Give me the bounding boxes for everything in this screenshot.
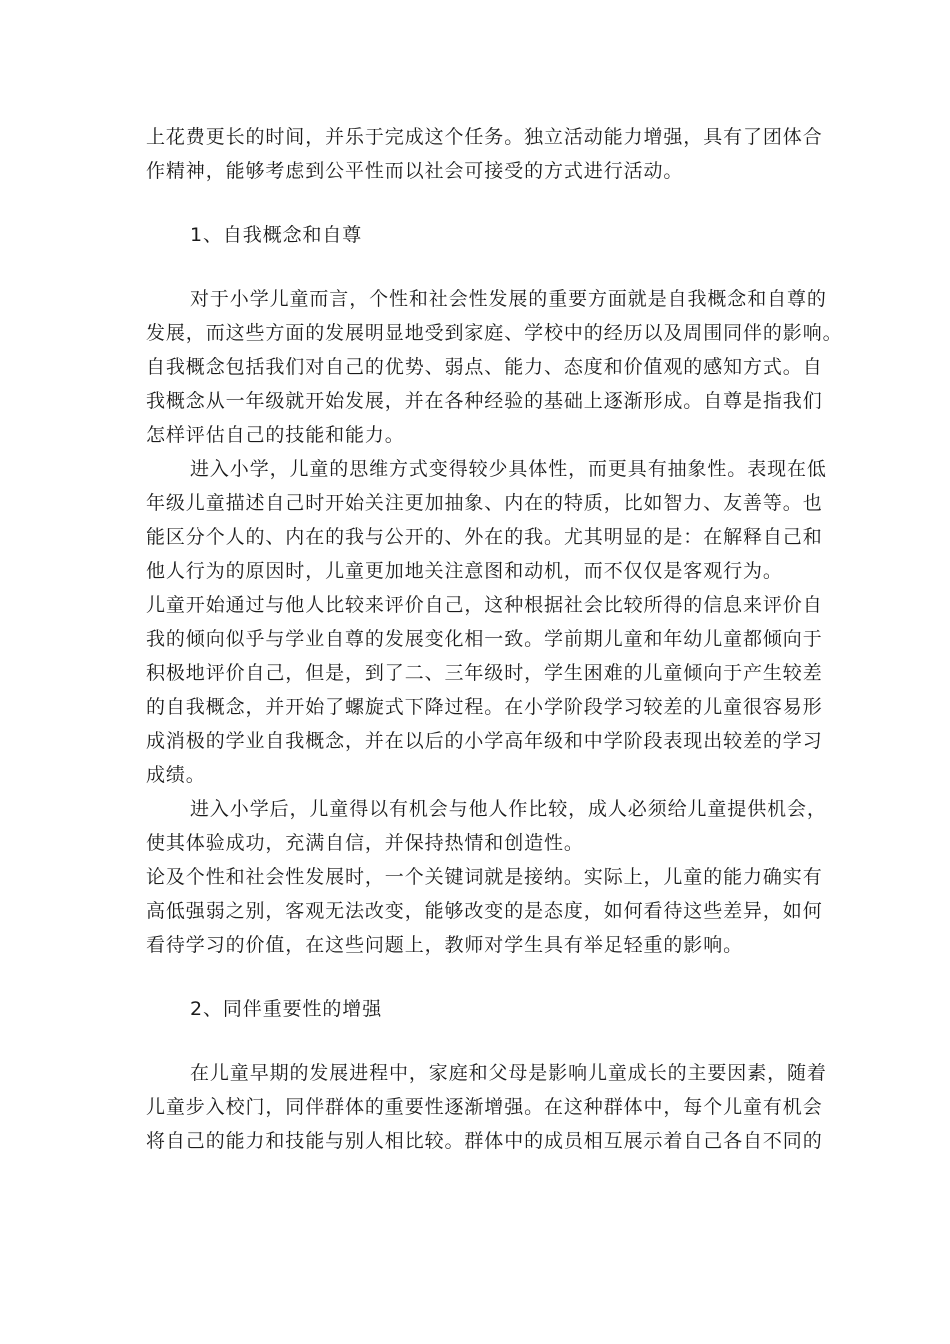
text-line: 儿童开始通过与他人比较来评价自己，这种根据社会比较所得的信息来评价自 xyxy=(146,594,823,616)
text-line: 自我概念包括我们对自己的优势、弱点、能力、态度和价值观的感知方式。自 xyxy=(146,356,823,378)
paragraph-acceptance xyxy=(146,860,823,962)
text-line: 进入小学，儿童的思维方式变得较少具体性，而更具有抽象性。表现在低 xyxy=(190,458,827,480)
paragraph-abstract-thinking xyxy=(146,452,827,588)
text-line: 的自我概念，并开始了螺旋式下降过程。在小学阶段学习较差的儿童很容易形 xyxy=(146,696,823,718)
text-line: 儿童步入校门，同伴群体的重要性逐渐增强。在这种群体中，每个儿童有机会 xyxy=(146,1096,823,1118)
text-line: 积极地评价自己，但是，到了二、三年级时，学生困难的儿童倾向于产生较差 xyxy=(146,662,823,684)
text-line: 我概念从一年级就开始发展，并在各种经验的基础上逐渐形成。自尊是指我们 xyxy=(146,390,823,412)
text-line: 高低强弱之别，客观无法改变，能够改变的是态度，如何看待这些差异，如何 xyxy=(146,900,823,922)
section-heading-1: 1、自我概念和自尊 xyxy=(190,224,363,246)
text-line: 对于小学儿童而言，个性和社会性发展的重要方面就是自我概念和自尊的 xyxy=(190,288,827,310)
text-line: 进入小学后，儿童得以有机会与他人作比较，成人必须给儿童提供机会， xyxy=(190,798,827,820)
text-line: 年级儿童描述自己时开始关注更加抽象、内在的特质，比如智力、友善等。也 xyxy=(146,492,823,514)
section-heading-2: 2、同伴重要性的增强 xyxy=(190,998,383,1020)
text-line: 作精神，能够考虑到公平性而以社会可接受的方式进行活动。 xyxy=(146,160,684,182)
spacer xyxy=(146,1026,814,1056)
paragraph-social-comparison xyxy=(146,588,823,792)
paragraph-self-concept xyxy=(146,282,843,452)
text-line: 成消极的学业自我概念，并在以后的小学高年级和中学阶段表现出较差的学习 xyxy=(146,730,823,752)
text-line: 怎样评估自己的技能和能力。 xyxy=(146,424,405,446)
spacer xyxy=(146,962,814,992)
text-line: 在儿童早期的发展进程中，家庭和父母是影响儿童成长的主要因素，随着 xyxy=(190,1062,827,1084)
text-line: 论及个性和社会性发展时，一个关键词就是接纳。实际上，儿童的能力确实有 xyxy=(146,866,823,888)
text-line: 将自己的能力和技能与别人相比较。群体中的成员相互展示着自己各自不同的 xyxy=(146,1130,823,1152)
paragraph-peers xyxy=(146,1056,827,1158)
text-line: 使其体验成功，充满自信，并保持热情和创造性。 xyxy=(146,832,584,854)
paragraph-opportunity xyxy=(146,792,827,860)
spacer xyxy=(146,188,814,218)
text-line: 上花费更长的时间，并乐于完成这个任务。独立活动能力增强，具有了团体合 xyxy=(146,126,823,148)
text-line: 他人行为的原因时，儿童更加地关注意图和动机，而不仅仅是客观行为。 xyxy=(146,560,783,582)
text-line: 看待学习的价值，在这些问题上，教师对学生具有举足轻重的影响。 xyxy=(146,934,744,956)
text-line: 成绩。 xyxy=(146,764,206,786)
text-line: 我的倾向似乎与学业自尊的发展变化相一致。学前期儿童和年幼儿童都倾向于 xyxy=(146,628,823,650)
paragraph-intro xyxy=(146,120,823,188)
text-line: 能区分个人的、内在的我与公开的、外在的我。尤其明显的是：在解释自己和 xyxy=(146,526,823,548)
spacer xyxy=(146,252,814,282)
text-line: 发展，而这些方面的发展明显地受到家庭、学校中的经历以及周围同伴的影响。 xyxy=(146,322,843,344)
document-page xyxy=(146,120,843,1158)
